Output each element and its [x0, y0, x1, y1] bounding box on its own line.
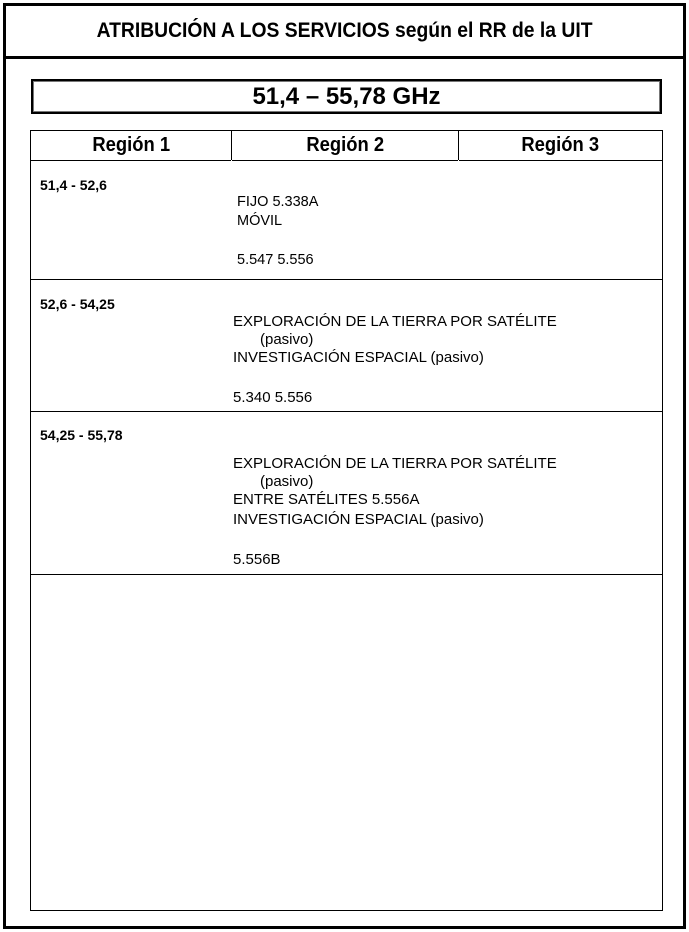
frequency-range: 52,6 - 54,25	[40, 296, 115, 312]
service-entry: (pasivo)	[260, 473, 314, 490]
footnote-refs: 5.556B	[233, 551, 281, 568]
column-header-region-1	[31, 131, 231, 161]
spacer	[237, 231, 318, 251]
service-entry: (pasivo)	[260, 331, 314, 348]
allocation-table	[30, 130, 663, 911]
service-list	[237, 193, 318, 270]
service-entry: EXPLORACIÓN DE LA TIERRA POR SATÉLITE	[233, 313, 557, 330]
frequency-range: 54,25 - 55,78	[40, 427, 123, 443]
spacer	[233, 530, 557, 550]
service-list	[233, 454, 557, 570]
service-entry: INVESTIGACIÓN ESPACIAL (pasivo)	[233, 511, 484, 528]
sheet-header	[6, 6, 683, 59]
band-box	[31, 79, 662, 114]
table-row	[31, 280, 662, 412]
table-row	[31, 412, 662, 575]
column-header-region-2	[232, 131, 458, 161]
band-range: 51,4 – 55,78 GHz	[252, 82, 441, 110]
service-entry: ENTRE SATÉLITES 5.556A	[233, 491, 420, 508]
sheet-title: ATRIBUCIÓN A LOS SERVICIOS según el RR de la UIT	[96, 19, 593, 42]
service-entry: FIJO 5.338A	[237, 194, 319, 210]
column-header-label: Región 2	[306, 134, 384, 156]
column-header-region-3	[459, 131, 662, 161]
column-header-label: Región 3	[521, 134, 600, 156]
spacer	[233, 368, 557, 388]
table-row	[31, 161, 662, 280]
footnote-refs: 5.340 5.556	[233, 389, 313, 406]
service-list	[233, 312, 557, 408]
service-entry: EXPLORACIÓN DE LA TIERRA POR SATÉLITE	[233, 455, 557, 472]
allocation-sheet	[3, 3, 686, 929]
footnote-refs: 5.547 5.556	[237, 252, 314, 268]
column-header-label: Región 1	[92, 134, 170, 156]
service-entry: INVESTIGACIÓN ESPACIAL (pasivo)	[233, 349, 484, 366]
frequency-range: 51,4 - 52,6	[40, 177, 107, 193]
service-entry: MÓVIL	[237, 213, 283, 229]
